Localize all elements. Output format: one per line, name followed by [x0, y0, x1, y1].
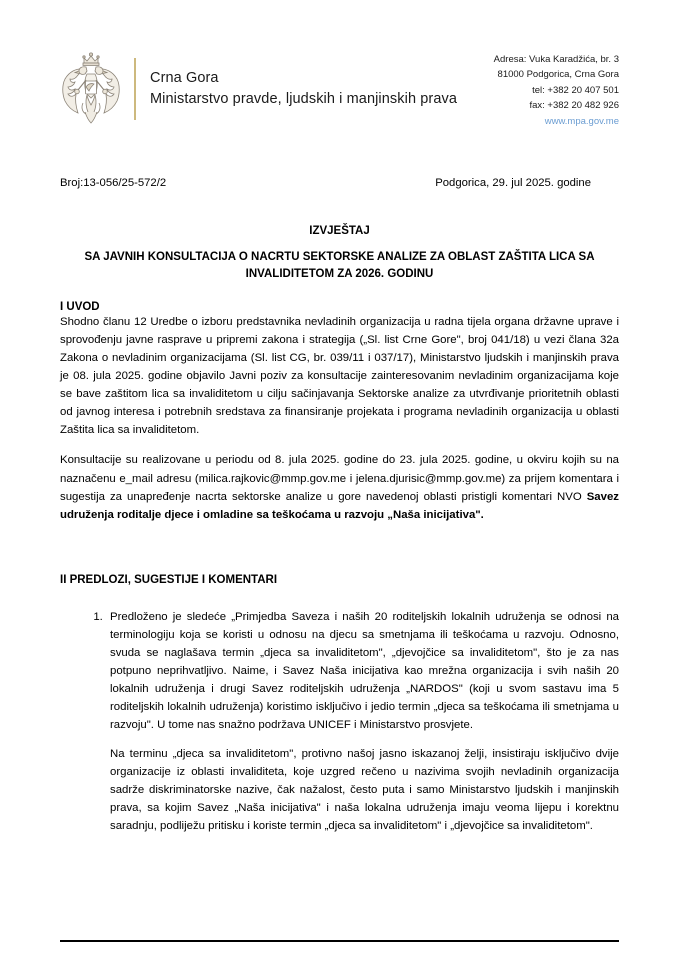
- intro-paragraph-1: Shodno članu 12 Uredbe o izboru predstavnika nevladinih organizacija u radna tijela organa državne uprave i sprovođenju javne rasprave u pripremi zakona i strategija („Sl. list Crne Gore", broj 041/18) u vezi člana 32a Zakona o nevladinim organizacijama (Sl. list CG, br. 039/11 i 037/17), Ministarstvo ljudskih i manjinskih prava je 08. jula 2025. godine objavilo Javni poziv za konsultacije zainteresovanim nevladinim organizacijama koje se bave zaštitom lica sa invaliditetom u cilju sačinjavanja Sektorske analize za utvrđivanje prioritetnih oblasti od javnog interesa i potrebnih sredstava za finansiranje projekata i programa nevladinih organizacija u oblasti Zaštita lica sa invaliditetom.: [60, 316, 619, 437]
- footer-divider: [60, 940, 619, 942]
- ministry-name: Ministarstvo pravde, ljudskih i manjinskih prava: [150, 91, 458, 107]
- montenegro-coat-of-arms-icon: [60, 50, 122, 128]
- contact-website-link[interactable]: www.mpa.gov.me: [544, 115, 619, 127]
- document-subtitle: SA JAVNIH KONSULTACIJA O NACRTU SEKTORSKE ANALIZE ZA OBLAST ZAŠTITA LICA SA INVALIDITETOM ZA 2026. GODINU: [84, 250, 595, 281]
- place-and-date: Podgorica, 29. jul 2025. godine: [435, 176, 591, 189]
- list-item: [106, 608, 619, 835]
- contact-fax: fax: +382 20 482 926: [529, 100, 619, 112]
- country-name: Crna Gora: [150, 69, 219, 86]
- intro-paragraph-2-bold: Savez udruženja roditalje djece i omladine sa teškoćama u razvoju „Naša inicijativa".: [60, 490, 619, 521]
- item-paragraph: Na terminu „djeca sa invaliditetom", protivno našoj jasno iskazanoj želji, insistiraju isključivo dvije organizacije iz oblasti invaliditeta, koje uzgred rečeno u nazivima svojih nevladinih organizacija sadrže diskriminatorske nazive, čak nažalost, često puta i samo Ministarstvo ljudskih i manjinskih prava, sa kojim Savez „Naša inicijativa" i naša lokalna udruženja imaju veoma lijepu i korektnu saradnju, podliježu pritisku i koriste termin „djeca sa invaliditetom" i „djevojčice sa invaliditetom".: [110, 747, 619, 832]
- section-heading-intro: I UVOD: [60, 301, 100, 314]
- proposals-list: [60, 608, 619, 835]
- reference-line: [60, 177, 619, 189]
- section-heading-proposals: II PREDLOZI, SUGESTIJE I KOMENTARI: [60, 573, 278, 586]
- contact-address: Adresa: Vuka Karadžića, br. 3: [493, 54, 619, 65]
- intro-paragraph-2-plain: Konsultacije su realizovane u periodu od 8. jula 2025. godine do 23. jula 2025. godine, u okviru kojih su na naznačenu e_mail adresu (milica.rajkovic@mmp.gov.me i jelena.djurisic@mmp.gov.me) za prijem komentara i sugestija za unapređenje nacrta sektorske analize u gore navedenoj oblasti pristigli komentari NVO: [60, 454, 619, 503]
- document-title: IZVJEŠTAJ: [309, 224, 370, 237]
- letterhead: [60, 0, 619, 129]
- ministry-branding: [60, 50, 457, 128]
- reference-number: Broj:13-056/25-572/2: [60, 176, 167, 189]
- intro-paragraph-2: [60, 451, 619, 523]
- contact-block: [494, 50, 619, 129]
- contact-city: 81000 Podgorica, Crna Gora: [497, 69, 619, 81]
- brand-divider: [134, 58, 136, 120]
- contact-telephone: tel: +382 20 407 501: [532, 84, 619, 96]
- item-paragraph: 1. Predloženo je sledeće „Primjedba Saveza i naših 20 roditeljskih lokalnih udruženja se odnosi na terminologiju koja se koristi u odnosu na djecu sa smetnjama ili teškoćama u razvoju. Odnosno, svuda se naglašava termin „djeca sa invaliditetom", „djevojčice sa invaliditetom", što je za nas potpuno neprihvatljivo. Naime, i Savez Naša inicijativa kao mrežna organizacija i svih naših 20 lokalnih udruženja i drugi Savez roditeljskih udruženja „NARDOS" (koji u svom sastavu ima 5 roditeljskih lokalnih udruženja) koristimo isključivo i jedio termin „djeca sa teškoćama ili smetnjama u razvoju". U tome nas snažno podržava UNICEF i Ministarstvo prosvjete.: [110, 610, 619, 731]
